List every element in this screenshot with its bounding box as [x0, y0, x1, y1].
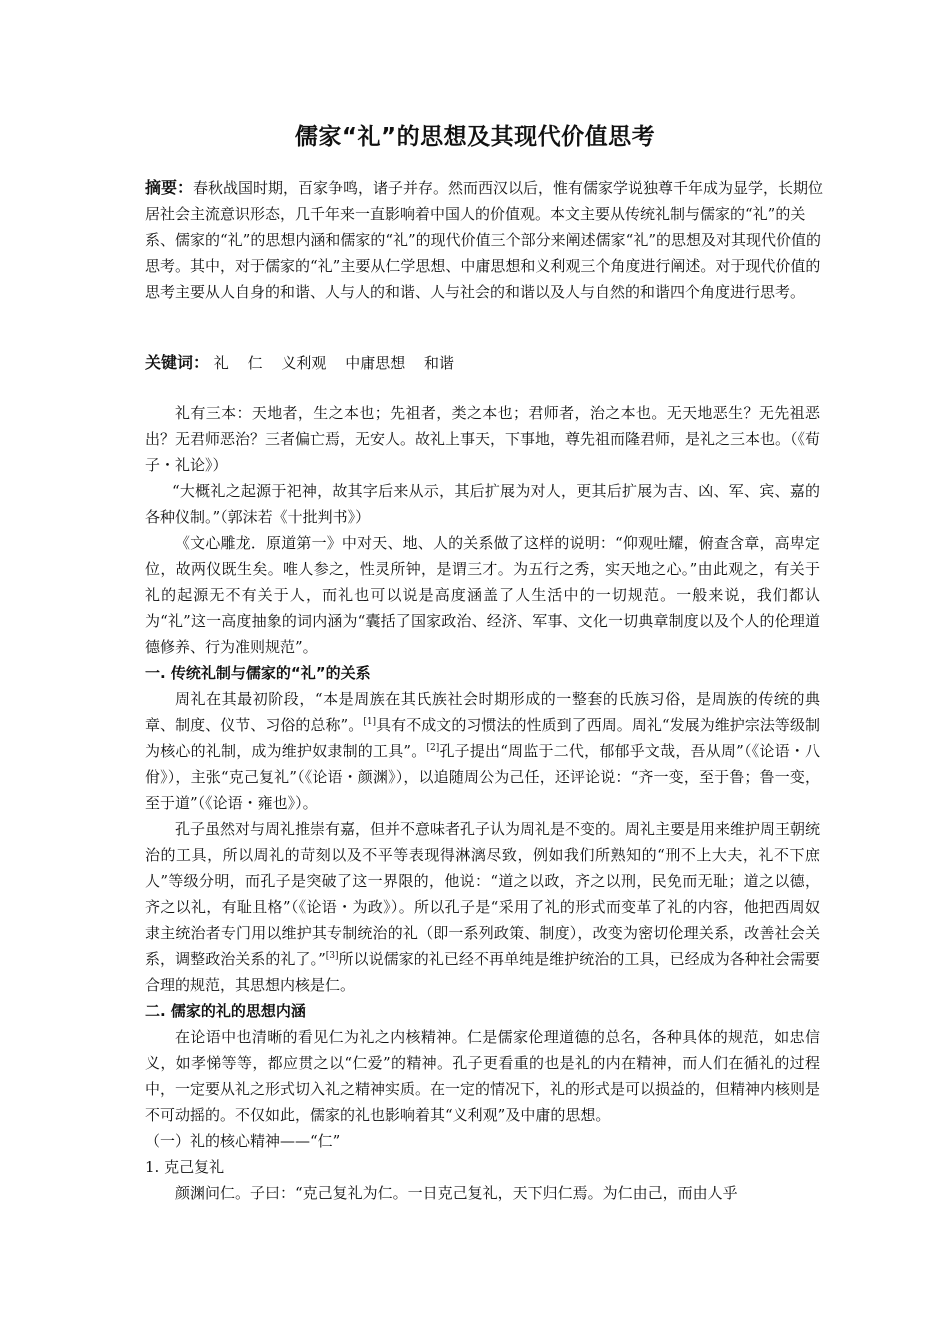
paragraph-text: 周礼在其最初阶段，“本是周族在其氏族社会时期形成的一整套的氏族习俗，是周族的传统的典章、制度、仪节、习俗的总称”。 — [145, 690, 820, 734]
abstract-text: 春秋战国时期，百家争鸣，诸子并存。然而西汉以后，惟有儒家学说独尊千年成为显学，长期位居社会主流意识形态，几千年来一直影响着中国人的价值观。本文主要从传统礼制与儒家的“礼”的关系、儒家的“礼”的思想内涵和儒家的“礼”的现代价值三个部分来阐述儒家“礼”的思想及对其现代价值的思考。其中，对于儒家的“礼”主要从仁学思想、中庸思想和义利观三个角度进行阐述。对于现代价值的思考主要从人自身的和谐、人与人的和谐、人与社会的和谐以及人与自然的和谐四个角度进行思考。 — [145, 179, 824, 301]
paragraph-guomoruo-quote: “大概礼之起源于祀神，故其字后来从示，其后扩展为对人，更其后扩展为吉、凶、军、宾、嘉的各种仪制。”（郭沫若《十批判书》） — [145, 482, 820, 526]
paragraph-confucius-reform — [145, 816, 820, 998]
paragraph-yanyuan: 颜渊问仁。子曰：“克己复礼为仁。一日克己复礼，天下归仁焉。为仁由己，而由人乎 — [175, 1184, 738, 1202]
abstract — [145, 175, 825, 305]
keyword: 和谐 — [423, 354, 454, 372]
section-heading-1: 一. 传统礼制与儒家的“礼”的关系 — [145, 664, 371, 682]
paragraph-ren-core: 在论语中也清晰的看见仁为礼之内核精神。仁是儒家伦理道德的总名，各种具体的规范，如忠信义，如孝悌等等，都应贯之以“仁爱”的精神。孔子更看重的也是礼的内在精神，而人们在循礼的过程中，一定要从礼之形式切入礼之精神实质。在一定的情况下，礼的形式是可以损益的，但精神内核则是不可动摇的。不仅如此，儒家的礼也影响着其“义利观”及中庸的思想。 — [145, 1028, 821, 1124]
citation-2: [2] — [426, 743, 440, 753]
section-heading-2: 二. 儒家的礼的思想内涵 — [145, 1002, 306, 1020]
keyword: 仁 — [247, 354, 263, 372]
paragraph-text: 所以说儒家的礼已经不再单纯是维护统治的工具，已经成为各种社会需要合理的规范，其思想内核是仁。 — [145, 950, 820, 994]
document-title: 儒家“礼”的思想及其现代价值思考 — [294, 124, 656, 150]
subsection-heading: （一）礼的核心精神——“仁” — [145, 1132, 341, 1150]
paragraph-wenxin-diaolong: 《文心雕龙．原道第一》中对天、地、人的关系做了这样的说明：“仰观吐耀，俯查含章，高卑定位，故两仪既生矣。唯人参之，性灵所钟，是谓三才。为五行之秀，实天地之心。”由此观之，有关于礼的起源无不有关于人，而礼也可以说是高度涵盖了人生活中的一切规范。一般来说，我们都认为“礼”这一高度抽象的词内涵为“囊括了国家政治、经济、军事、文化一切典章制度以及个人的伦理道德修养、行为准则规范”。 — [145, 534, 820, 656]
keywords-label: 关键词： — [145, 353, 210, 372]
paragraph-text: 具有不成文的习惯法的性质到了西周。周礼“发展为维护宗法等级制为核心的礼制，成为维护奴隶制的工具”。 — [145, 716, 821, 760]
keywords — [145, 350, 825, 376]
paragraph-xunzi-quote: 礼有三本：天地者，生之本也；先祖者，类之本也；君师者，治之本也。无天地恶生？无先祖恶出？无君师恶治？三者偏亡焉，无安人。故礼上事天，下事地，尊先祖而隆君师，是礼之三本也。（《荀子・礼论》） — [145, 404, 821, 474]
paragraph-text: 孔子虽然对与周礼推崇有嘉，但并不意味者孔子认为周礼是不变的。周礼主要是用来维护周王朝统治的工具，所以周礼的苛刻以及不平等表现得淋漓尽致，例如我们所熟知的“刑不上大夫，礼不下庶人”等级分明，而孔子是突破了这一界限的，他说：“道之以政，齐之以刑，民免而无耻；道之以德，齐之以礼，有耻且格”（《论语・为政》）。所以孔子是“采用了礼的形式而变革了礼的内容，他把西周奴隶主统治者专门用以维护其专制统治的礼（即一系列政策、制度），改变为密切伦理关系，改善社会关系，调整政治关系的礼了。” — [145, 820, 821, 968]
paragraph-text: 孔子提出“周监于二代，郁郁乎文哉，吾从周”（《论语・八佾》），主张“克己复礼”（《论语・颜渊》），以追随周公为己任，还评论说：“齐一变，至于鲁；鲁一变，至于道”（《论语・雍也》）。 — [145, 742, 821, 812]
document-body — [145, 400, 820, 1206]
subsection-item-heading: 1. 克己复礼 — [145, 1158, 225, 1176]
paragraph-zhouli — [145, 686, 820, 816]
abstract-label: 摘要： — [145, 178, 194, 197]
keyword: 义利观 — [281, 354, 327, 372]
citation-1: [1] — [363, 717, 377, 727]
citation-3: [3] — [325, 951, 339, 961]
keyword: 中庸思想 — [345, 354, 406, 372]
keyword: 礼 — [213, 354, 229, 372]
